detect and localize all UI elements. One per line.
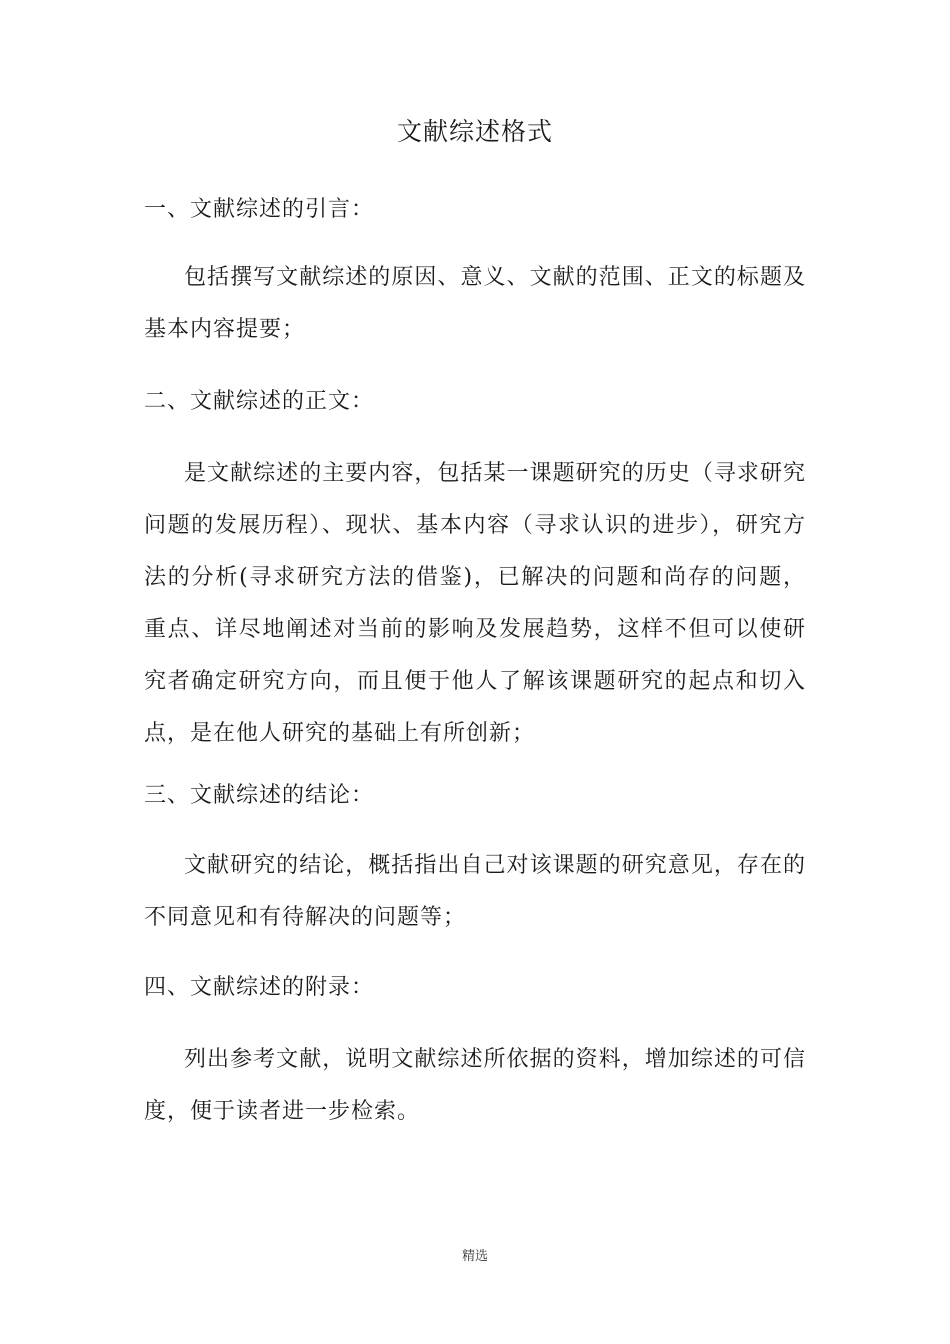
section-body-introduction: 包括撰写文献综述的原因、意义、文献的范围、正文的标题及基本内容提要； xyxy=(144,265,806,342)
section-body-appendix: 列出参考文献，说明文献综述所依据的资料，增加综述的可信度，便于读者进一步检索。 xyxy=(144,1047,806,1124)
section-body-main-body: 是文献综述的主要内容，包括某一课题研究的历史（寻求研究问题的发展历程）、现状、基本内容（寻求认识的进步），研究方法的分析(寻求研究方法的借鉴)，已解决的问题和尚存的问题，重点、详尽地阐述对当前的影响及发展趋势，这样不但可以使研究者确定研究方向，而且便于他人了解该课题研究的起点和切入点，是在他人研究的基础上有所创新； xyxy=(144,461,806,746)
section-heading-main-body: 二、文献综述的正文： xyxy=(144,389,375,414)
section-body-conclusion: 文献研究的结论，概括指出自己对该课题的研究意见，存在的不同意见和有待解决的问题等； xyxy=(144,853,806,930)
page-footer: 精选 xyxy=(461,1249,488,1264)
document-title: 文献综述格式 xyxy=(396,117,553,146)
section-heading-conclusion: 三、文献综述的结论： xyxy=(144,783,375,808)
section-heading-appendix: 四、文献综述的附录： xyxy=(144,975,375,1000)
section-heading-introduction: 一、文献综述的引言： xyxy=(144,197,375,222)
